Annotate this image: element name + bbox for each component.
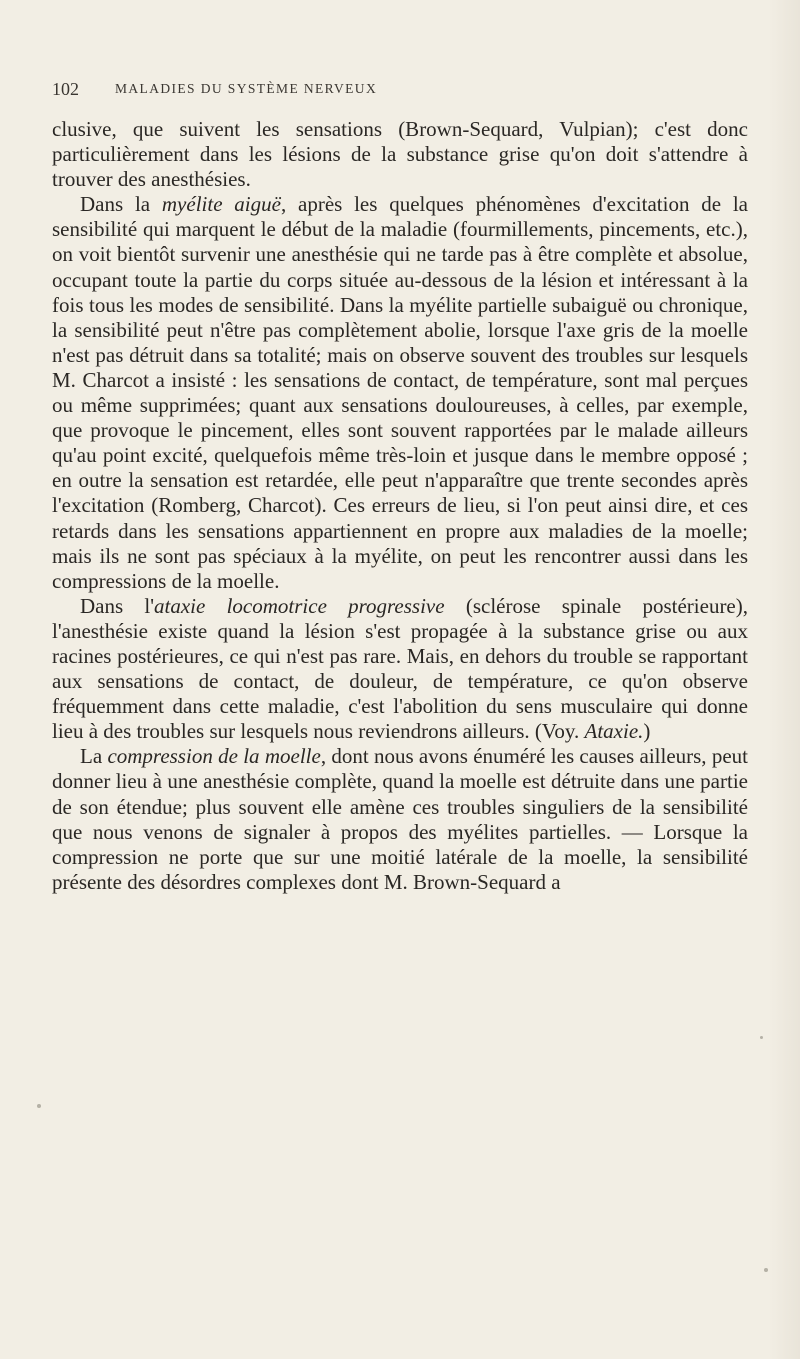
paragraph-3-tail: ) (643, 719, 651, 744)
paper-speck (37, 1104, 41, 1108)
page-number: 102 (52, 79, 79, 99)
paragraph-2-emphasis: myélite aiguë (161, 192, 281, 217)
paragraph-3-emphasis: ataxie locomotrice progressive (154, 593, 445, 618)
paragraph-1 (52, 117, 748, 192)
paragraph-2 (52, 192, 748, 594)
paragraph-3 (52, 594, 748, 745)
paragraph-4-lead: La (80, 744, 108, 769)
paragraph-4-emphasis: compression de la moelle (107, 744, 321, 769)
paragraph-3-lead: Dans l' (80, 593, 155, 618)
paragraph-3-reference: Ataxie. (584, 719, 644, 744)
paragraph-2-text: , après les quelques phénomènes d'excitation de la sensibilité qui marquent le début de la maladie (fourmillements, pincements, etc.), on voit bientôt survenir une anesthésie qui ne tarde pas à être complète et absolue, occupant toute la partie du corps située au-dessous de la lésion et intéressant à la fois tous les modes de sensibilité. Dans la myélite partielle subaiguë ou chronique, la sensibilité peut n'être pas complètement abolie, lorsque l'axe gris de la moelle n'est pas détruit dans sa totalité; mais on observe souvent des troubles sur lesquels M. Charcot a insisté : les sensations de contact, de température, sont mal perçues ou même supprimées; quant aux sensations douloureuses, à celles, par exemple, que provoque le pincement, elles sont souvent rapportées par le malade ailleurs qu'au point excité, quelquefois même très-loin et jusque dans le membre opposé ; en outre la sensation est retardée, elle peut n'apparaître que trente secondes après l'excitation (Romberg, Charcot). Ces erreurs de lieu, si l'on peut ainsi dire, et ces retards dans les sensations appartiennent en propre aux maladies de la moelle; mais ils ne sont pas spéciaux à la myélite, on peut les rencontrer aussi dans les compressions de la moelle. (52, 192, 748, 593)
paper-speck (764, 1268, 768, 1272)
paragraph-4-text: , dont nous avons énuméré les causes ailleurs, peut donner lieu à une anesthésie complète, quand la moelle est détruite dans une partie de son étendue; plus souvent elle amène ces troubles singuliers de la sensibilité que nous venons de signaler à propos des myélites partielles. — Lorsque la compression ne porte que sur une moitié latérale de la moelle, la sensibilité présente des désordres complexes dont M. Brown-Sequard a (52, 744, 748, 894)
paper-speck (760, 1036, 763, 1039)
running-title: MALADIES DU SYSTÈME NERVEUX (115, 81, 378, 96)
running-head (52, 79, 748, 101)
paragraph-4 (52, 744, 748, 895)
body-text (52, 117, 748, 895)
paragraph-2-lead: Dans la (80, 192, 162, 217)
paragraph-3-text: (sclérose spinale postérieure), l'anesthésie existe quand la lésion s'est propagée à la substance grise ou aux racines postérieures, ce qui n'est pas rare. Mais, en dehors du trouble se rapportant aux sensations de contact, de douleur, de température, ce qu'on observe fréquemment dans cette maladie, c'est l'abolition du sens musculaire qui donne lieu à des troubles sur lesquels nous reviendrons ailleurs. (Voy. (52, 593, 748, 744)
paragraph-1-text: clusive, que suivent les sensations (Brown-Sequard, Vulpian); c'est donc particulièrement dans les lésions de la substance grise qu'on doit s'attendre à trouver des anesthésies. (52, 117, 748, 192)
